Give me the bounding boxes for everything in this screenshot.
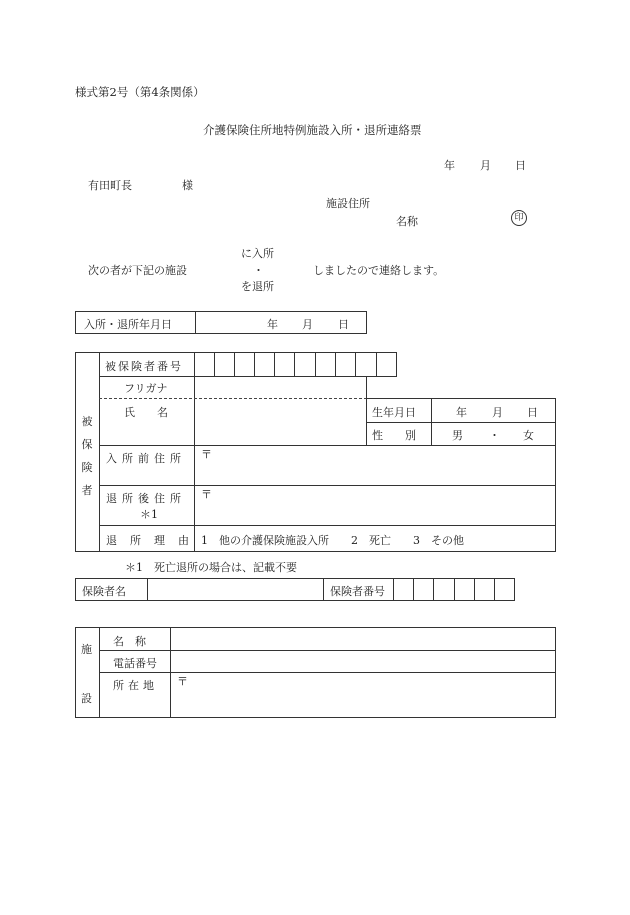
date-day-label: 日: [515, 159, 526, 172]
addressee: 有田町長: [88, 179, 132, 192]
admission-date-label: 入所・退所年月日: [84, 318, 172, 331]
insurer-name-label: 保険者名: [82, 585, 126, 598]
prev-address-postal-icon: 〒: [201, 448, 212, 461]
form-title: 介護保険住所地特例施設入所・退所連絡票: [203, 123, 422, 137]
option-leave: を退所: [241, 280, 274, 293]
notice-lead: 次の者が下記の施設: [88, 264, 187, 277]
admission-year: 年: [267, 318, 278, 331]
option-admit: に入所: [241, 247, 274, 260]
footnote: ＊1 死亡退所の場合は、記載不要: [125, 561, 297, 574]
form-number: 様式第2号（第4条関係）: [75, 85, 205, 99]
facility-location-label: 所在地: [113, 679, 158, 692]
facility-address-label: 施設住所: [326, 197, 370, 210]
facility-postal-icon: 〒: [177, 675, 188, 688]
facility-name-label: 名称: [396, 215, 418, 228]
facility-name-row-label: 名 称: [113, 635, 146, 648]
admission-month: 月: [302, 318, 313, 331]
sex-label: 性 別: [372, 429, 416, 442]
facility-phone-label: 電話番号: [113, 657, 157, 670]
notice-tail: しましたので連絡します。: [313, 264, 445, 277]
prev-address-label: 入所前住所: [106, 452, 186, 465]
date-month-label: 月: [480, 159, 491, 172]
after-address-note: ＊1: [140, 508, 158, 521]
reason-options: 1 他の介護保険施設入所 2 死亡 3 その他: [201, 534, 464, 547]
after-address-label: 退所後住所: [106, 492, 186, 505]
facility-side-label-1: 施: [81, 643, 92, 656]
name-label: 氏 名: [124, 406, 168, 419]
birth-date-label: 生年月日: [372, 406, 416, 419]
option-separator: ・: [253, 264, 264, 277]
seal-mark: [511, 210, 527, 226]
birth-month: 月: [492, 406, 503, 419]
insurer-number-label: 保険者番号: [330, 585, 385, 598]
sex-female: 女: [523, 429, 534, 442]
seal-label: 印: [514, 213, 524, 223]
admission-day: 日: [338, 318, 349, 331]
sex-separator: ・: [489, 429, 500, 442]
birth-day: 日: [527, 406, 538, 419]
after-address-postal-icon: 〒: [201, 488, 212, 501]
furigana-label: フリガナ: [124, 382, 168, 395]
sex-male: 男: [452, 429, 463, 442]
reason-label: 退所理由: [106, 534, 202, 547]
birth-year: 年: [456, 406, 467, 419]
facility-side-label-2: 設: [81, 692, 92, 705]
insured-number-label: 被保険者番号: [105, 360, 183, 373]
date-year-label: 年: [444, 159, 455, 172]
insured-side-label: 被 保 険 者: [81, 415, 93, 497]
honorific-sama: 様: [182, 179, 193, 192]
